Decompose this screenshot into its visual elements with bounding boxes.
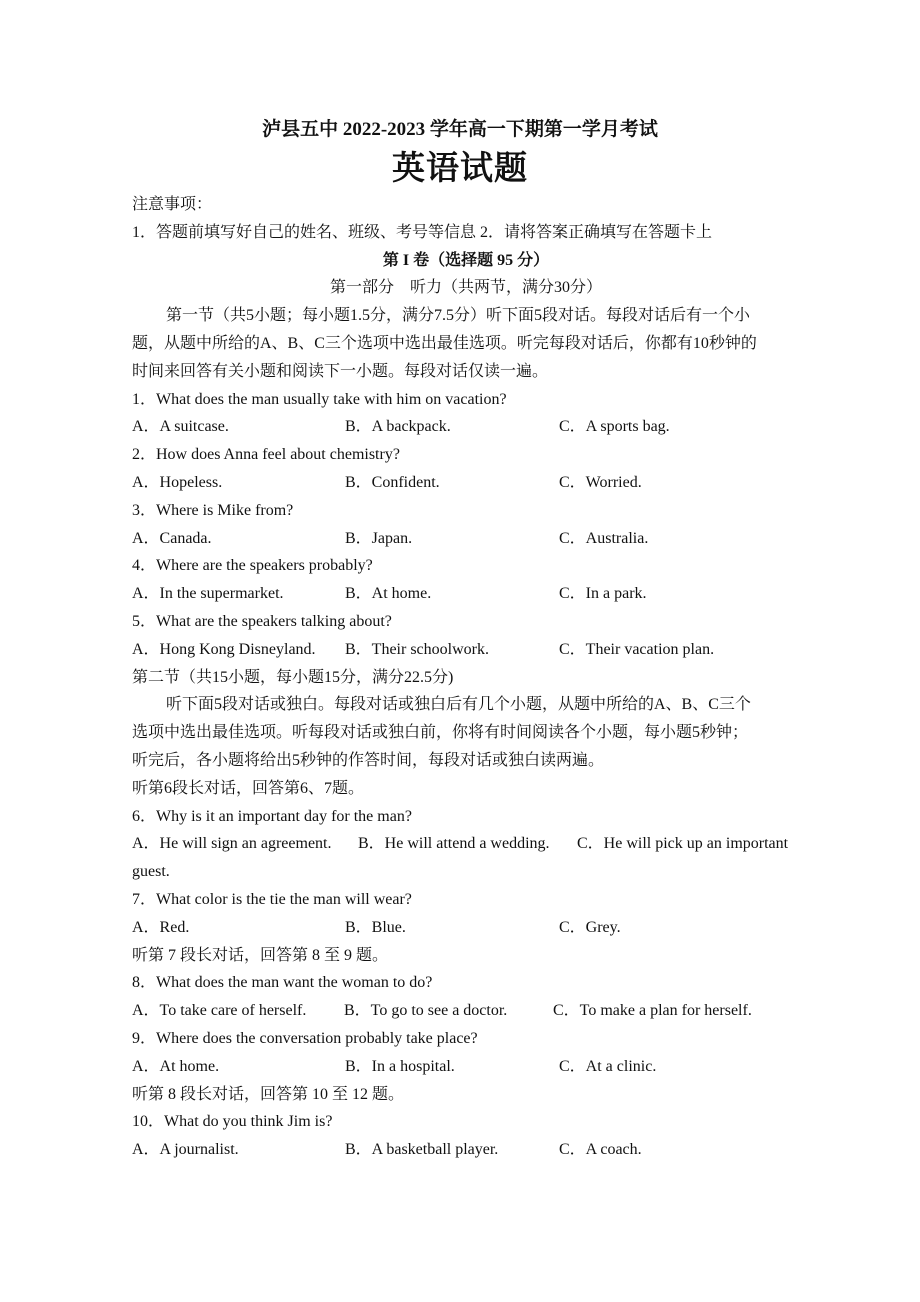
question-6: 6．Why is it an important day for the man?: [132, 807, 412, 825]
options-3: [132, 525, 800, 553]
instruction-dialogue-6: 听第6段长对话，回答第6、7题。: [132, 779, 365, 797]
option-c: C．Worried.: [559, 473, 642, 491]
exam-subject-title: 英语试题: [392, 151, 528, 187]
option-a: A．A journalist.: [132, 1141, 239, 1159]
section1-line: 题，从题中所给的A、B、C三个选项中选出最佳选项。听完每段对话后，你都有10秒钟的: [132, 334, 757, 352]
option-a: A．Hopeless.: [132, 473, 223, 491]
notes-label: 注意事项：: [132, 196, 213, 213]
option-a: A．In the supermarket.: [132, 585, 284, 603]
options-1: [132, 413, 800, 441]
part1-title: 第一部分 听力（共两节，满分30分）: [329, 279, 602, 297]
option-b: B．Blue.: [345, 918, 406, 936]
option-a: A．A suitcase.: [132, 418, 229, 436]
option-c: C．A coach.: [559, 1141, 642, 1159]
options-4: [132, 580, 800, 608]
option-c: C．To make a plan for herself.: [553, 1002, 752, 1020]
option-b: B．At home.: [345, 585, 432, 603]
notes-item: 1．答题前填写好自己的姓名、班级、考号等信息 2．请将答案正确填写在答题卡上: [132, 223, 713, 241]
option-c: C．Their vacation plan.: [559, 640, 715, 658]
options-10: [132, 1136, 800, 1164]
option-a: A．Canada.: [132, 529, 212, 547]
section2-line: 选项中选出最佳选项。听每段对话或独白前，你将有时间阅读各个小题，每小题5秒钟；: [132, 724, 749, 742]
option-c: C．Australia.: [559, 529, 649, 547]
option-a: A．At home.: [132, 1057, 220, 1075]
option-c: C．In a park.: [559, 585, 647, 603]
question-3: 3．Where is Mike from?: [132, 501, 294, 519]
option-c-continued: guest.: [132, 863, 170, 881]
option-b: B．Japan.: [345, 529, 413, 547]
option-a: A．He will sign an agreement.: [132, 835, 332, 853]
question-5: 5．What are the speakers talking about?: [132, 612, 392, 630]
option-c: C．A sports bag.: [559, 418, 670, 436]
section2-line: 听下面5段对话或独白。每段对话或独白后有几个小题，从题中所给的A、B、C三个: [166, 696, 751, 714]
options-8: [132, 997, 800, 1025]
section2-title: 第二节（共15小题，每小题15分，满分22.5分): [132, 668, 454, 686]
options-7: [132, 914, 800, 942]
exam-school-title: 泸县五中 2022-2023 学年高一下期第一学月考试: [262, 119, 658, 140]
volume-title: 第 I 卷（选择题 95 分）: [382, 251, 550, 269]
instruction-dialogue-8: 听第 8 段长对话，回答第 10 至 12 题。: [132, 1085, 405, 1103]
question-1: 1．What does the man usually take with him on vacation?: [132, 390, 507, 408]
options-2: [132, 469, 800, 497]
option-b: B．A backpack.: [345, 418, 451, 436]
instruction-dialogue-7: 听第 7 段长对话，回答第 8 至 9 题。: [132, 946, 389, 964]
question-4: 4．Where are the speakers probably?: [132, 557, 373, 575]
option-b: B．Their schoolwork.: [345, 640, 489, 658]
options-6: [132, 830, 800, 858]
exam-body: [132, 191, 800, 1164]
question-10: 10．What do you think Jim is?: [132, 1113, 333, 1131]
option-c: C．Grey.: [559, 918, 621, 936]
section2-line: 听完后，各小题将给出5秒钟的作答时间，每段对话或独白读两遍。: [132, 751, 605, 769]
question-2: 2．How does Anna feel about chemistry?: [132, 446, 400, 464]
section1-line: 第一节（共5小题；每小题1.5分，满分7.5分）听下面5段对话。每段对话后有一个小: [166, 307, 751, 325]
option-b: B．A basketball player.: [345, 1141, 499, 1159]
option-b: B．He will attend a wedding.: [358, 835, 550, 853]
option-b: B．Confident.: [345, 473, 440, 491]
question-9: 9．Where does the conversation probably take place?: [132, 1029, 478, 1047]
options-9: [132, 1053, 800, 1081]
option-b: B．To go to see a doctor.: [344, 1002, 508, 1020]
question-7: 7．What color is the tie the man will wear?: [132, 890, 412, 908]
option-c: C．He will pick up an important: [577, 835, 789, 853]
options-5: [132, 636, 800, 664]
question-8: 8．What does the man want the woman to do?: [132, 974, 433, 992]
option-a: A．Hong Kong Disneyland.: [132, 640, 316, 658]
option-a: A．Red.: [132, 918, 190, 936]
option-c: C．At a clinic.: [559, 1057, 657, 1075]
section1-line: 时间来回答有关小题和阅读下一小题。每段对话仅读一遍。: [132, 362, 549, 380]
option-b: B．In a hospital.: [345, 1057, 455, 1075]
option-a: A．To take care of herself.: [132, 1002, 307, 1020]
